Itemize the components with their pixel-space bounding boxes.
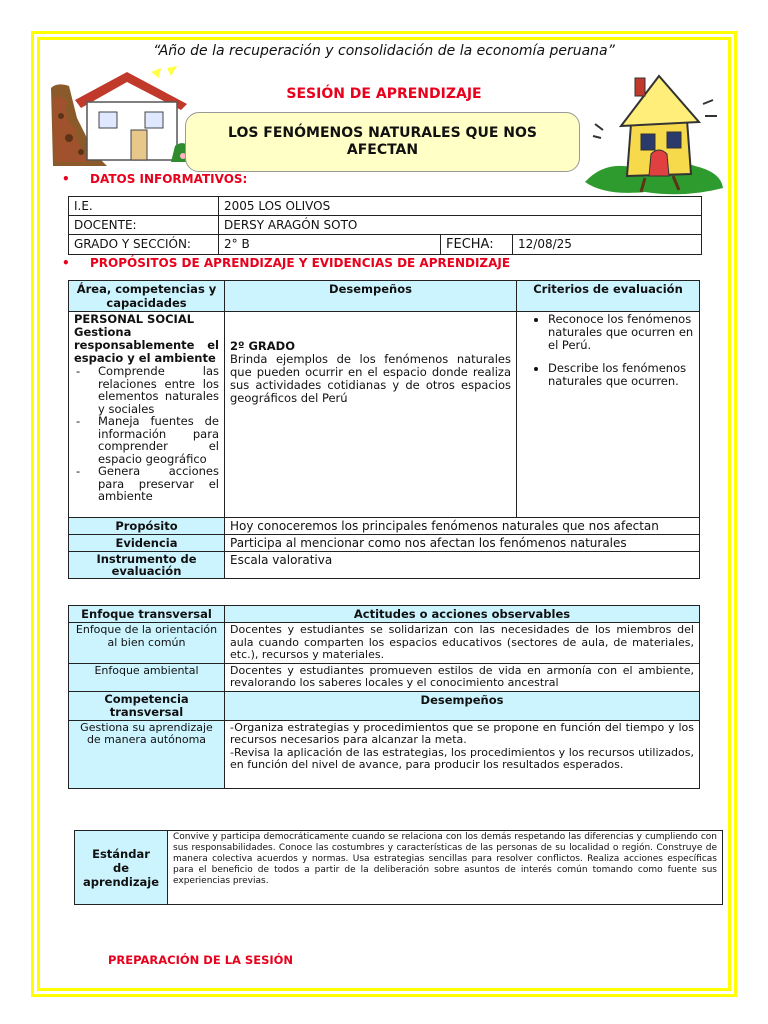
competencia-name: Gestiona responsablemente el espacio y el ambiente [74,325,219,365]
earthquake-house-icon [575,64,725,198]
main-title-box [185,112,580,172]
docente-value: DERSY ARAGÓN SOTO [219,216,702,235]
docente-label: DOCENTE: [69,216,219,235]
col-enfoque: Enfoque transversal [69,606,225,623]
propositos-heading: • PROPÓSITOS DE APRENDIZAJE Y EVIDENCIAS DE APRENDIZAJE [62,256,511,270]
table-row [69,216,702,235]
list-item: • Reconoce los fenómenos naturales que ocurren en el Perú. [548,313,694,352]
evidencia-value: Participa al mencionar como nos afectan los fenómenos naturales [225,535,700,552]
col-criterios: Criterios de evaluación [517,281,700,312]
desempeno-item: -Revisa la aplicación de las estrategias, los procedimientos y los recursos utilizados, en función del nivel de avance, para producir los resultados esperados. [230,745,694,771]
evidencia-label: Evidencia [69,535,225,552]
actitud-cell: Docentes y estudiantes se solidarizan con las necesidades de los miembros del aula cuando comparten los espacios educativos (sectores de aula, de materiales, etc.), recursos y materiales. [225,623,700,664]
enfoques-table [68,605,700,789]
list-item: • Describe los fenómenos naturales que ocurren. [548,362,694,388]
grado-label: GRADO Y SECCIÓN: [69,235,219,255]
session-title: SESIÓN DE APRENDIZAJE [286,86,482,102]
area-name: PERSONAL SOCIAL [74,312,195,326]
actitud-cell: Docentes y estudiantes promueven estilos de vida en armonía con el ambiente, revalorando los saberes locales y el conocimiento ancestral [225,663,700,691]
enfoque-cell: Enfoque de la orientación al bien común [69,623,225,664]
datos-heading: • DATOS INFORMATIVOS: [62,172,248,186]
grado-value: 2° B [219,235,441,255]
table-row [69,197,702,216]
year-motto: “Año de la recuperación y consolidación de la economía peruana” [153,43,615,59]
table-row [69,518,700,535]
area-cell [69,312,225,518]
proposito-value: Hoy conoceremos los principales fenómenos naturales que nos afectan [225,518,700,535]
table-row [69,535,700,552]
table-row [69,720,700,788]
datos-table [68,196,702,255]
desempeno-cell [225,312,517,518]
table-row [75,831,723,905]
col-area: Área, competencias y capacidades [69,281,225,312]
list-item: - Genera acciones para preservar el ambiente [98,465,219,503]
table-row [69,312,700,518]
col-actitudes: Actitudes o acciones observables [225,606,700,623]
competencia-cell: Gestiona su aprendizaje de manera autónoma [69,720,225,788]
instrumento-label: Instrumento de evaluación [69,552,225,579]
grado-title: 2º GRADO [230,339,296,353]
col-desempenos-2: Desempeños [225,691,700,720]
table-row [69,552,700,579]
capacidades-list [74,365,219,503]
list-item: - Maneja fuentes de información para comprender el espacio geográfico [98,415,219,465]
table-row [69,623,700,664]
instrumento-value: Escala valorativa [225,552,700,579]
proposito-label: Propósito [69,518,225,535]
ie-value: 2005 LOS OLIVOS [219,197,702,216]
col-competencia: Competencia transversal [69,691,225,720]
preparacion-heading: PREPARACIÓN DE LA SESIÓN [108,953,294,967]
table-header-row [69,606,700,623]
list-item: - Comprende las relaciones entre los elementos naturales y sociales [98,365,219,415]
desempeno-item: -Organiza estrategias y procedimientos que se propone en función del tiempo y los recursos necesarios para alcanzar la meta. [230,720,694,746]
table-header-row [69,281,700,312]
fecha-label: FECHA: [441,235,513,255]
estandar-table [74,830,723,905]
criterios-cell [517,312,700,518]
criterios-list [522,313,694,388]
landslide-house-icon [47,58,195,168]
estandar-text: Convive y participa democráticamente cuando se relaciona con los demás respetando las diferencias y cumpliendo con sus responsabilidades. Conoce las costumbres y características de las personas de su localidad o región. Construye de manera colectiva acuerdos y normas. Usa estrategias sencillas para resolver conflictos. Realiza acciones específicas para el beneficio de todos a partir de la deliberación sobre asuntos de interés común tomando como fuente sus experiencias previas. [168,831,723,905]
estandar-label: Estándar de aprendizaje [75,831,168,905]
propositos-table [68,280,700,579]
table-row [69,663,700,691]
lesson-title: LOS FENÓMENOS NATURALES QUE NOS AFECTAN [228,125,537,158]
table-header-row [69,691,700,720]
desempeno-text: Brinda ejemplos de los fenómenos naturales que pueden ocurrir en el espacio donde realiza sus actividades cotidianas y de otros espacios geográficos del Perú [230,352,511,405]
enfoque-cell: Enfoque ambiental [69,663,225,691]
ie-label: I.E. [69,197,219,216]
fecha-value: 12/08/25 [513,235,702,255]
desempenos-cell [225,720,700,788]
col-desempenos: Desempeños [225,281,517,312]
table-row [69,235,702,255]
